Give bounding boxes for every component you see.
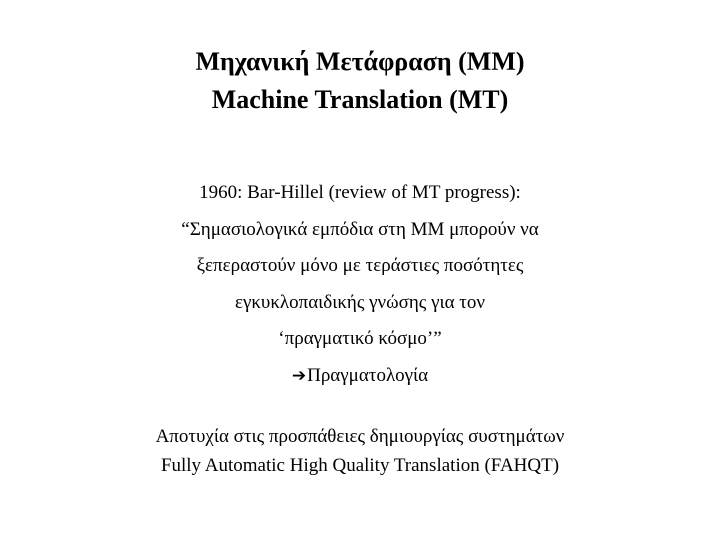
body-line-quote-3: εγκυκλοπαιδικής γνώσης για τον xyxy=(234,291,486,313)
slide-body xyxy=(0,175,720,394)
body-line-quote-1: “Σημασιολογικά εμπόδια στη ΜΜ μπορούν να xyxy=(181,218,539,240)
slide-title xyxy=(0,43,720,119)
conclusion-text: Πραγματολογία xyxy=(307,364,429,386)
footer-line-greek: Αποτυχία στις προσπάθειες δημιουργίας συστημάτων xyxy=(155,426,565,447)
right-arrow-icon: ➔ xyxy=(291,365,307,386)
slide-footer xyxy=(0,422,720,480)
footer-line-english: Fully Automatic High Quality Translation (FAHQT) xyxy=(160,455,560,476)
body-line-quote-4: ‘πραγματικό κόσμο’” xyxy=(278,328,442,349)
title-line-english: Machine Translation (MT) xyxy=(211,85,509,114)
body-line-conclusion xyxy=(0,358,720,395)
body-line-citation: 1960: Bar-Hillel (review of MT progress): xyxy=(199,182,521,203)
title-line-greek: Μηχανική Μετάφραση (ΜΜ) xyxy=(195,47,525,76)
body-line-quote-2: ξεπεραστούν μόνο με τεράστιες ποσότητες xyxy=(196,255,524,276)
